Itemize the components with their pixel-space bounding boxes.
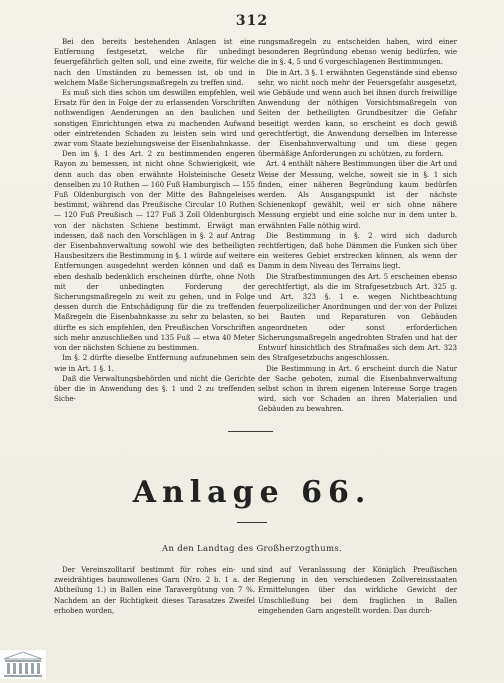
heading-rule [237, 522, 267, 523]
paragraph: Es muß sich dies schon um deswillen empfehlen, weil Ersatz für den in Folge der zu erlassenden Vorschriften nothwendigen Aenderungen an den baulichen und sonstigen Einrichtungen etwa zu machenden Aufwand oder eintretenden Schaden zu leisten sein wird und zwar vom Staate beziehungsweise der Eisenbahnkasse. [54, 88, 255, 149]
right-column [258, 37, 457, 415]
paragraph: Die in Art. 3 §. 1 erwähnten Gegenstände sind ebenso sehr, wo nicht noch mehr der Feuersgefahr ausgesetzt, wie Gebäude und wenn auch bei ihnen durch freiwillige Anwendung der nöthigen Vorsichtsmaßregeln von Seiten der betheiligten Grundbesitzer die Gefahr beseitigt werden kann, so erscheint es doch gewiß gerechtfertigt, die Anwendung derselben im Interesse der Eisenbahnverwaltung und um diese gegen übermäßige Anforderungen zu schützen, zu fordern. [258, 67, 457, 159]
anlage-heading: Anlage 66. [132, 475, 372, 510]
paragraph: Die Bestimmung in Art. 6 erscheint durch die Natur der Sache geboten, zumal die Eisenbahnverwaltung selbst schon in ihrem eigenen Interesse Sorge tragen wird, sich vor Schaden an ihren Materialien und Gebäuden zu bewahren. [258, 363, 457, 414]
paragraph: rungsmaßregeln zu entscheiden haben, wird einer besonderen Begründung ebenso wenig bedürfen, wie die in §. 4, 5 und 6 vorgeschlagenen Bestimmungen. [258, 37, 457, 67]
bottom-left-column [54, 565, 255, 616]
library-stamp-icon [0, 650, 46, 679]
addressee-heading: An den Landtag des Großherzogthums. [162, 544, 342, 554]
paragraph: Daß die Verwaltungsbehörden und nicht die Gerichte über die in Anwendung des §. 1 und 2 zu treffenden Siche- [54, 373, 255, 404]
paragraph: Art. 4 enthält nähere Bestimmungen über die Art und Weise der Messung, welche, soweit sie in §. 1 sich finden, einer näheren Begründung kaum bedürfen werden. Als Ausgangspunkt ist der nächste Schienenkopf gewählt, weil er sich ohne nähere Messung ergiebt und eine solche nur in dem unter b. erwähnten Falle nöthig wird. [258, 159, 457, 230]
paragraph: Bei den bereits bestehenden Anlagen ist eine Entfernung festgesetzt, welche für unbedingt feuergefährlich gelten soll, und eine zweite, für welche nach den Umständen zu bemessen ist, ob und in welchem Maße Sicherungsmaßregeln zu treffen sind. [54, 37, 255, 87]
paragraph: Der Vereinszolltarif bestimmt für rohes ein- und zweidrähtiges baumwollenes Garn (Nro. 2 b. 1 a. der Abtheilung 1.) in Ballen eine Taravergütung von 7 %. Nachdem an der Richtigkeit dieses Tarasatzes Zweifel erhoben worden, [54, 565, 255, 615]
paragraph: Den im §. 1 des Art. 2 zu bestimmenden engeren Rayon zu bemessen, ist nicht ohne Schwierigkeit, wie denn auch das oben erwähnte Holsteinische Gesetz denselben zu 10 Ruthen — 160 Fuß Hamburgisch — 155 Fuß Oldenburgisch von der Mitte des Bahngeleises bestimmt, während das Preußische Circular 10 Ruthen — 120 Fuß Preußisch — 127 Fuß 3 Zoll Oldenburgisch von der nächsten Schiene bestimmt. Erwägt man indessen, daß nach den Vorschlägen in §. 2 auf Antrag der Eisenbahnverwaltung sowohl wie des betheiligten Hausbesitzers die Bestimmung in §. 1 würde auf weitere Entfernungen ausgedehnt werden können und daß es eben deshalb bedenklich erscheinen dürfte, ohne Noth mit der unbedingten Forderung der Sicherungsmaßregeln zu weit zu gehen, und in Folge dessen durch die Entschädigung für die zu treffenden Maßregeln die Eisenbahnkasse zu sehr zu belasten, so dürfte es sich empfehlen, den Preußischen Vorschriften sich mehr anzuschließen und 135 Fuß — etwa 40 Meter von der nächsten Schiene zu bestimmen. [54, 149, 255, 353]
section-divider [228, 431, 273, 432]
paragraph: Im §. 2 dürfte dieselbe Entfernung aufzunehmen sein wie in Art. 1 §. 1. [54, 353, 255, 373]
page-number: 312 [235, 13, 269, 29]
paragraph: sind auf Veranlassung der Königlich Preußischen Regierung in den verschiedenen Zollvereinsstaaten Ermittelungen über das wirkliche Gewicht der Umschließung bei dem fraglichen in Ballen eingehenden Garn angestellt worden. Das durch- [258, 565, 457, 615]
paragraph: Die Strafbestimmungen des Art. 5 erscheinen ebenso gerechtfertigt, als die im Strafgesetzbuch Art. 325 g. und Art. 323 §. 1 e. wegen Nichtbeachtung feuerpolizeilicher Anordnungen und der von der Polizei bei Bauten und Reparaturen von Gebäuden angeordneten oder sonst erforderlichen Sicherungsmaßregeln angedrohten Strafen und hat der Entwurf hinsichtlich des Strafmaßes sich dem Art. 323 des Strafgesetzbuchs angeschlossen. [258, 271, 457, 363]
bottom-right-column [258, 565, 457, 616]
paragraph: Die Bestimmung in §. 2 wird sich dadurch rechtfertigen, daß hohe Dämmen die Funken sich über ein weiteres Gebiet erstrecken können, als wenn der Damm in dem Niveau des Terrains liegt. [258, 230, 457, 271]
left-column [54, 37, 255, 404]
